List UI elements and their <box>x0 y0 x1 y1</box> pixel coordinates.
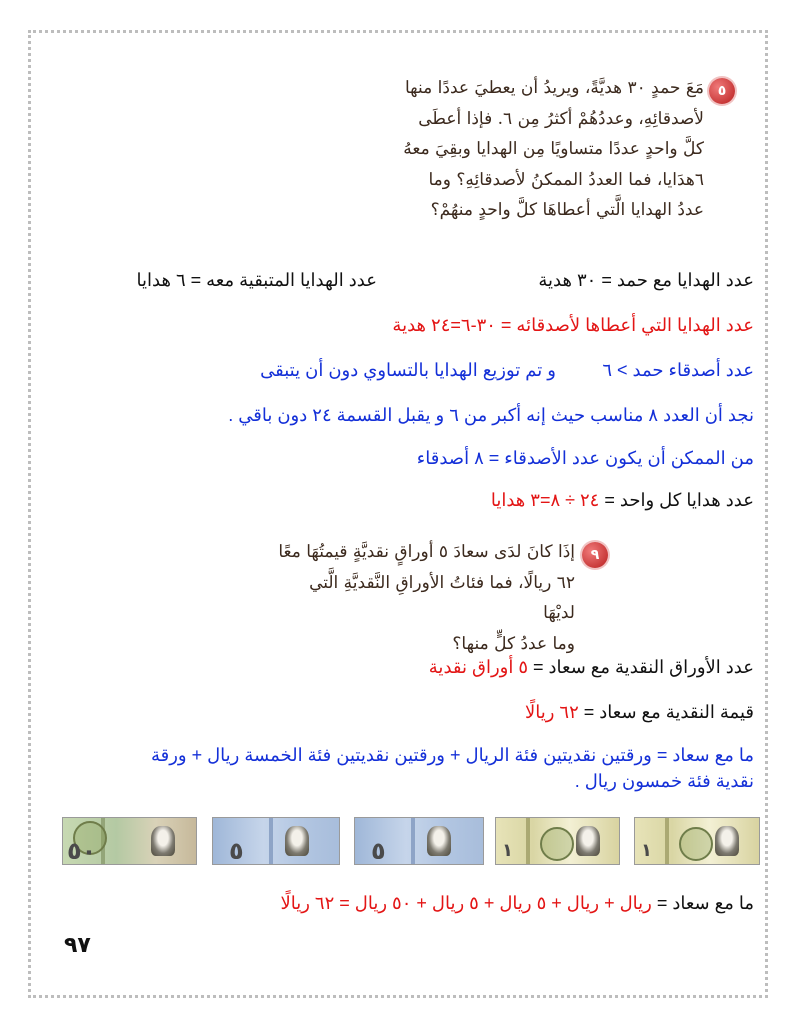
problem-line: وما عددُ كلٍّ منها؟ <box>452 633 575 654</box>
solution-line: و تم توزيع الهدايا بالتساوي دون أن يتبقى <box>260 360 556 380</box>
solution-answer: ٦٢ ريالًا <box>524 702 579 722</box>
banknote-1-image <box>634 817 760 865</box>
banknote-5-image <box>354 817 484 865</box>
banknote-denomination: ١ <box>502 840 513 861</box>
problem-line: لأصدقائِهِ، وعددُهُمْ أكثرُ مِن ٦. فإذا أعطَى <box>418 108 704 129</box>
solution-answer: ٢٤ ÷ ٨=٣ هدايا <box>490 490 600 510</box>
banknote-1-image <box>495 817 620 865</box>
problem-8-text <box>384 73 704 226</box>
problem-line: ٦هدَايا، فما العددُ الممكنُ لأصدقائِهِ؟ وما <box>428 169 704 190</box>
problem-line: ٦٢ ريالًا، فما فئاتُ الأوراقِ النَّقديَّةِ الَّتي لديْهَا <box>309 572 575 623</box>
solution-line <box>429 657 754 678</box>
solution-answer: ٥ أوراق نقدية <box>428 657 529 677</box>
solution-label: عدد هدايا كل واحد = <box>599 490 754 510</box>
solution-line <box>392 315 754 336</box>
banknote-5-image <box>212 817 340 865</box>
problem-line: مَعَ حمدٍ ٣٠ هديَّةً، ويريدُ أن يعطيَ عددًا منها <box>405 78 704 98</box>
solution-label: عدد الأوراق النقدية مع سعاد = <box>528 657 754 677</box>
banknote-denomination: ٥٠ <box>67 837 97 865</box>
solution-line: نجد أن العدد ٨ مناسب حيث إنه أكبر من ٦ و يقبل القسمة ٢٤ دون باقي . <box>228 405 754 425</box>
solution-line: من الممكن أن يكون عدد الأصدقاء = ٨ أصدقاء <box>416 448 754 468</box>
banknote-denomination: ١ <box>641 840 652 861</box>
solution-line <box>280 893 754 914</box>
banknote-denomination: ٥ <box>229 837 244 865</box>
problem-line: إذَا كانَ لدَى سعادَ ٥ أوراقٍ نقديَّةٍ قيمتُهَا معًا <box>278 542 575 562</box>
problem-9-text <box>275 537 575 659</box>
problem-number-badge: ٩ <box>582 542 608 568</box>
solution-line: عدد الهدايا المتبقية معه = ٦ هدايا <box>136 270 377 290</box>
solution-line: نقدية فئة خمسون ريال . <box>574 771 754 791</box>
solution-answer: ريال + ريال + ٥ ريال + ٥ ريال + ٥٠ ريال = ٦٢ ريالًا <box>280 893 652 913</box>
solution-line: ما مع سعاد = ورقتين نقديتين فئة الريال + ورقتين نقديتين فئة الخمسة ريال + ورقة <box>150 745 754 765</box>
solution-line <box>525 702 754 723</box>
solution-label: ما مع سعاد = <box>651 893 754 913</box>
solution-text: عدد الهدايا التي أعطاها لأصدقائه = ٣٠-٦=٢٤ هدية <box>392 315 754 335</box>
problem-line: عددُ الهدايا الَّتي أعطاهَا كلَّ واحدٍ منهُمْ؟ <box>430 200 704 220</box>
solution-line <box>491 490 754 511</box>
banknote-denomination: ٥ <box>371 837 386 865</box>
page-number: ٩٧ <box>64 933 91 958</box>
solution-label: قيمة النقدية مع سعاد = <box>578 702 754 722</box>
problem-number-badge: ٥ <box>709 78 735 104</box>
banknote-50-image <box>62 817 197 865</box>
problem-line: كلَّ واحدٍ عددًا متساويًا مِن الهدايا وبقِيَ معهُ <box>403 139 704 159</box>
solution-line: عدد الهدايا مع حمد = ٣٠ هدية <box>538 270 754 290</box>
solution-line: عدد أصدقاء حمد > ٦ <box>602 360 754 380</box>
